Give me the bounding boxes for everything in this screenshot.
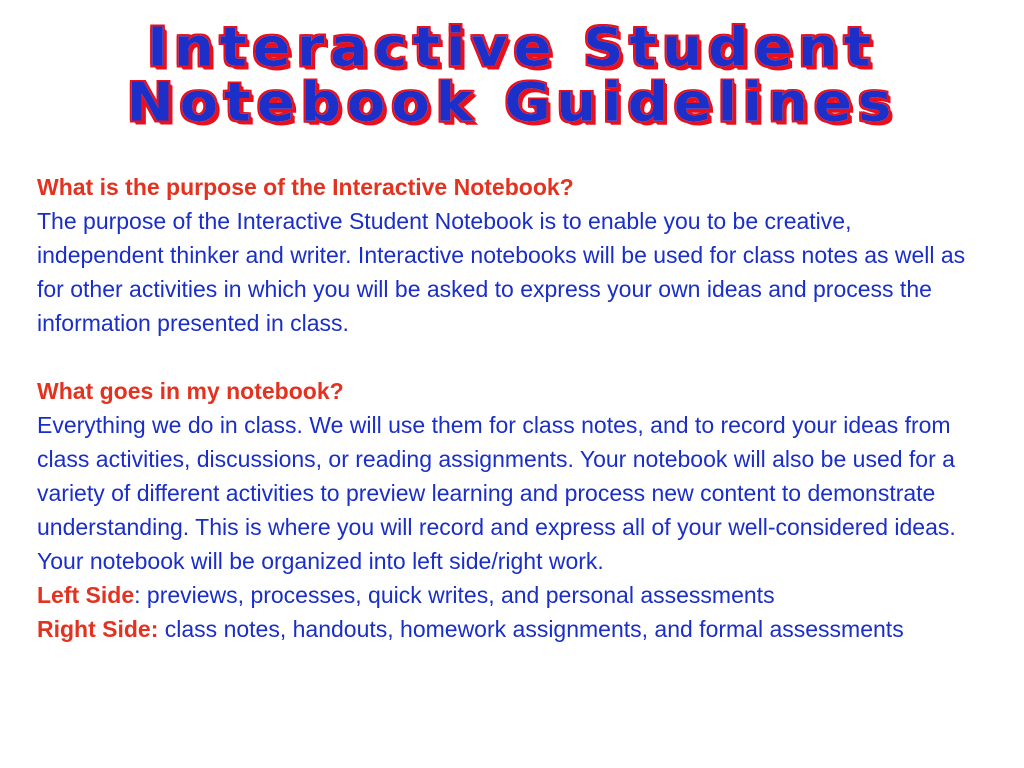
- right-side-text: class notes, handouts, homework assignments, and formal assessments: [158, 616, 904, 642]
- slide-title-line-1: Interactive Student: [147, 17, 877, 79]
- left-side-label: Left Side: [37, 582, 135, 608]
- slide-body: [37, 170, 982, 646]
- slide-title: [0, 17, 1024, 134]
- purpose-question: What is the purpose of the Interactive Notebook?: [37, 174, 574, 200]
- right-side-line: [37, 612, 982, 646]
- section-spacer: [37, 340, 982, 374]
- contents-question: What goes in my notebook?: [37, 378, 344, 404]
- purpose-answer: The purpose of the Interactive Student Notebook is to enable you to be creative, independent thinker and writer. Interactive notebooks will be used for class notes as well as for other activities in which you will be asked to express your own ideas and process the information presented in class.: [37, 208, 966, 336]
- left-side-line: [37, 578, 982, 612]
- slide-title-line-2: Notebook Guidelines: [126, 72, 898, 134]
- left-side-text: : previews, processes, quick writes, and personal assessments: [134, 582, 775, 608]
- right-side-label: Right Side:: [37, 616, 159, 642]
- contents-answer: Everything we do in class. We will use them for class notes, and to record your ideas from class activities, discussions, or reading assignments. Your notebook will also be used for a variety of different activities to preview learning and process new content to demonstrate understanding. This is where you will record and express all of your well-considered ideas. Your notebook will be organized into left side/right work.: [37, 412, 956, 574]
